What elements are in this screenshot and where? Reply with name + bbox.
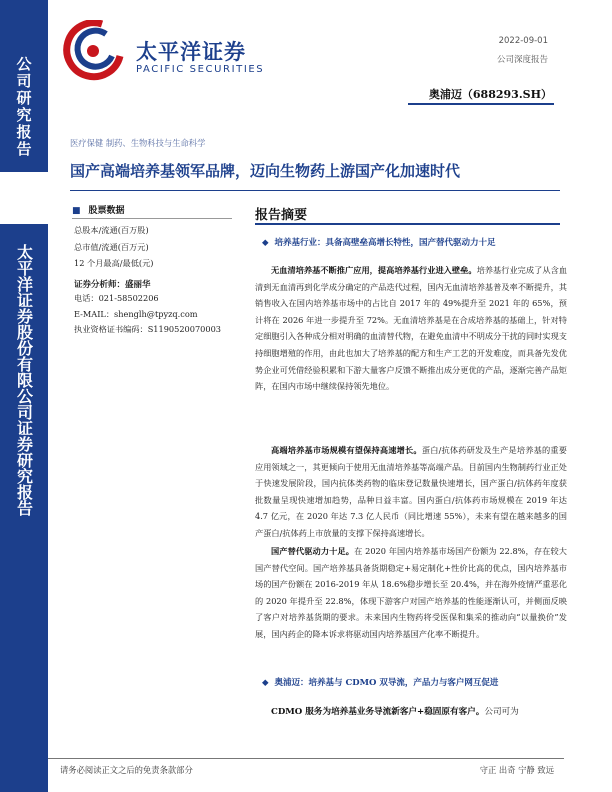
- logo: [62, 20, 282, 80]
- square-bullet-icon: ■: [72, 206, 81, 216]
- footer-rule: [48, 758, 564, 759]
- footer-disclaimer: 请务必阅读正文之后的免责条款部分: [60, 765, 193, 775]
- report-type: 公司深度报告: [496, 55, 548, 65]
- paragraph-market-growth-lead: 高端培养基市场规模有望保持高速增长。: [271, 445, 422, 455]
- category: 医疗保健 制药、生物科技与生命科学: [70, 138, 206, 148]
- bullet-company: [262, 676, 498, 688]
- analyst-license: 执业资格证书编码：S1190520070003: [74, 324, 222, 334]
- title-rule: [70, 190, 560, 191]
- paragraph-market-growth-body: 蛋白/抗体药研发及生产是培养基的重要应用领域之一，其更倾向于使用无血清培养基等高端产品。目前国内生物制药行业正处于快速发展阶段，国内抗体类药物的临床登记数量快速增长，国产蛋白/抗体药年度获批数量呈现快速增加趋势，品种日益丰富。国内蛋白/抗体药市场规模在 2019 年达 4.7 亿元，在 2020 年达 7.3 亿人民币（同比增速 55%），未来有望在越来越多的国产蛋白/抗体药上市放量的支撑下保持高速增长。: [255, 445, 567, 538]
- bullet-industry: [262, 236, 496, 248]
- paragraph-domestic-substitution-lead: 国产替代驱动力十足。: [271, 546, 355, 556]
- side-band-bottom-text: 太平洋证券股份有限公司证券研究报告: [14, 244, 34, 516]
- paragraph-market-growth: [255, 442, 567, 542]
- logo-en: PACIFIC SECURITIES: [136, 64, 265, 75]
- stock-data-heading: [72, 203, 125, 216]
- summary-rule: [255, 223, 560, 225]
- diamond-bullet-icon: ◆: [262, 678, 269, 688]
- stock-item-shares: 总股本/流通(百万股): [74, 225, 149, 235]
- paragraph-serum-free-body: 培养基行业完成了从含血清到无血清再到化学成分确定的产品迭代过程，国内无血清培养基普及率不断提升，其销售收入在国内培养基市场中的占比自 2017 年的 49%提升至 2021 年的 65%，预计将在 2026 年进一步提升至 72%。无血清培养基是在合成培养基的基础上，针对特定细胞引入各种成分相对明确的血清替代物，在避免血清中不明成分干扰的同时实现支持细胞增殖的作用，由此也加大了培养基的配方和生产工艺的开发难度，而具备先发优势企业可凭借经验积累和下游大量客户反馈不断推出成分更优的产品，逐渐完善产品矩阵，在国内市场中继续保持领先地位。: [255, 265, 567, 392]
- report-date: 2022-09-01: [498, 36, 548, 46]
- stock-item-price-range: 12 个月最高/最低(元): [74, 258, 154, 268]
- header-rule: [408, 103, 554, 105]
- analyst-label: 证券分析师：盛丽华: [74, 280, 151, 290]
- stock-data-rule: [72, 218, 232, 219]
- bullet-company-text: 奥浦迈：培养基与 CDMO 双导流，产品力与客户网互促进: [274, 678, 499, 688]
- logo-cn: 太平洋证券: [136, 40, 246, 64]
- pacific-securities-logo-icon: [62, 20, 124, 82]
- summary-heading: 报告摘要: [255, 208, 308, 223]
- stock-data-title: 股票数据: [88, 206, 125, 216]
- stock-item-market-cap: 总市值/流通(百万元): [74, 242, 149, 252]
- paragraph-cdmo: [255, 704, 567, 721]
- footer-motto: 守正 出奇 宁静 致远: [479, 765, 554, 775]
- company-name: 奥浦迈（688293.SH）: [428, 88, 552, 101]
- report-title: 国产高端培养基领军品牌，迈向生物药上游国产化加速时代: [70, 162, 461, 180]
- paragraph-serum-free: [255, 262, 567, 395]
- analyst-phone: 电话：021-58502206: [74, 293, 159, 303]
- diamond-bullet-icon: ◆: [262, 238, 269, 248]
- side-band-top-text: 公司研究报告: [14, 56, 33, 158]
- paragraph-domestic-substitution-body: 在 2020 年国内培养基市场国产份额为 22.8%，存在较大国产替代空间。国产培养基具备货期稳定+易定制化+性价比高的优点，国内培养基市场的国产份额在 2016-2019 年从 18.6%稳步增长至 20.4%，并在海外疫情严重恶化的 2020 年提升至 22.8%，体现下游客户对国产培养基的性能逐渐认可，并侧面反映了客户对培养基货期的要求。未来国内生物药将受医保和集采的推动向“以量换价”发展，国内药企的降本诉求将驱动国内培养基国产化率不断提升。: [255, 546, 567, 639]
- paragraph-cdmo-body: 公司可为: [484, 707, 519, 717]
- analyst-email[interactable]: E-MAIL：shenglh@tpyzq.com: [74, 309, 198, 319]
- paragraph-domestic-substitution: [255, 543, 567, 643]
- paragraph-cdmo-lead: CDMO 服务为培养基业务导流新客户+稳固原有客户。: [271, 707, 485, 717]
- paragraph-serum-free-lead: 无血清培养基不断推广应用，提高培养基行业进入壁垒。: [271, 265, 477, 275]
- bullet-industry-text: 培养基行业：具备高壁垒高增长特性，国产替代驱动力十足: [274, 238, 496, 248]
